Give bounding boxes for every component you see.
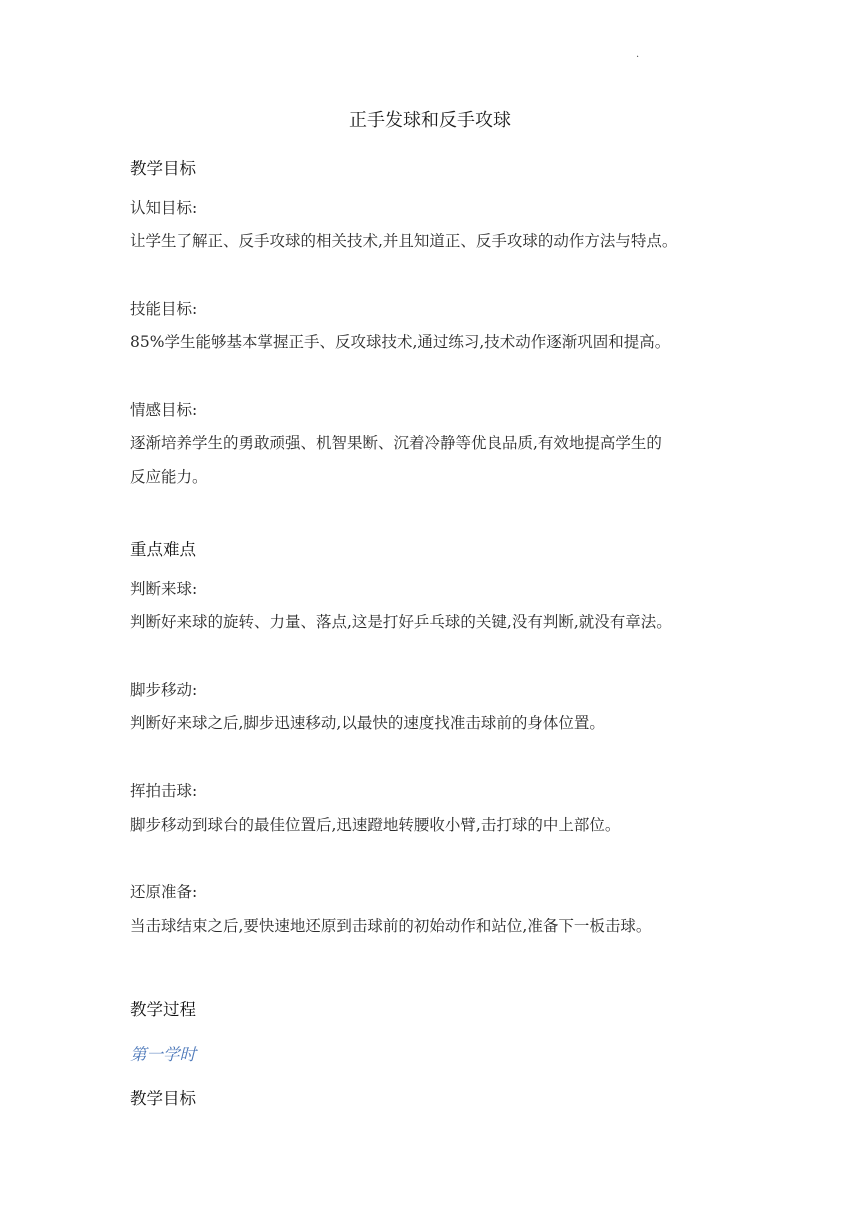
text-footwork: 判断好来球之后,脚步迅速移动,以最快的速度找准击球前的身体位置。 [130,714,605,732]
label-skill: 技能目标: [130,300,198,318]
page-mark: · [636,52,640,63]
text-affective-line2: 反应能力。 [130,468,208,486]
text-recover: 当击球结束之后,要快速地还原到击球前的初始动作和站位,准备下一板击球。 [130,917,652,935]
text-skill: 85%学生能够基本掌握正手、反攻球技术,通过练习,技术动作逐渐巩固和提高。 [130,333,671,351]
heading-process: 教学过程 [130,1000,196,1019]
text-cognitive: 让学生了解正、反手攻球的相关技术,并且知道正、反手攻球的动作方法与特点。 [130,232,678,250]
label-judge: 判断来球: [130,580,198,598]
text-swing: 脚步移动到球台的最佳位置后,迅速蹬地转腰收小臂,击打球的中上部位。 [130,816,621,834]
document-title: 正手发球和反手攻球 [349,110,511,131]
heading-lesson-objectives: 教学目标 [130,1089,196,1108]
label-footwork: 脚步移动: [130,681,198,699]
lesson-label: 第一学时 [130,1045,196,1064]
label-affective: 情感目标: [130,401,198,419]
heading-objectives: 教学目标 [130,159,196,178]
text-affective-line1: 逐渐培养学生的勇敢顽强、机智果断、沉着冷静等优良品质,有效地提高学生的 [130,434,662,452]
label-recover: 还原准备: [130,883,198,901]
label-cognitive: 认知目标: [130,199,198,217]
text-judge: 判断好来球的旋转、力量、落点,这是打好乒乓球的关键,没有判断,就没有章法。 [130,613,672,631]
label-swing: 挥拍击球: [130,782,198,800]
heading-key-points: 重点难点 [130,540,196,559]
